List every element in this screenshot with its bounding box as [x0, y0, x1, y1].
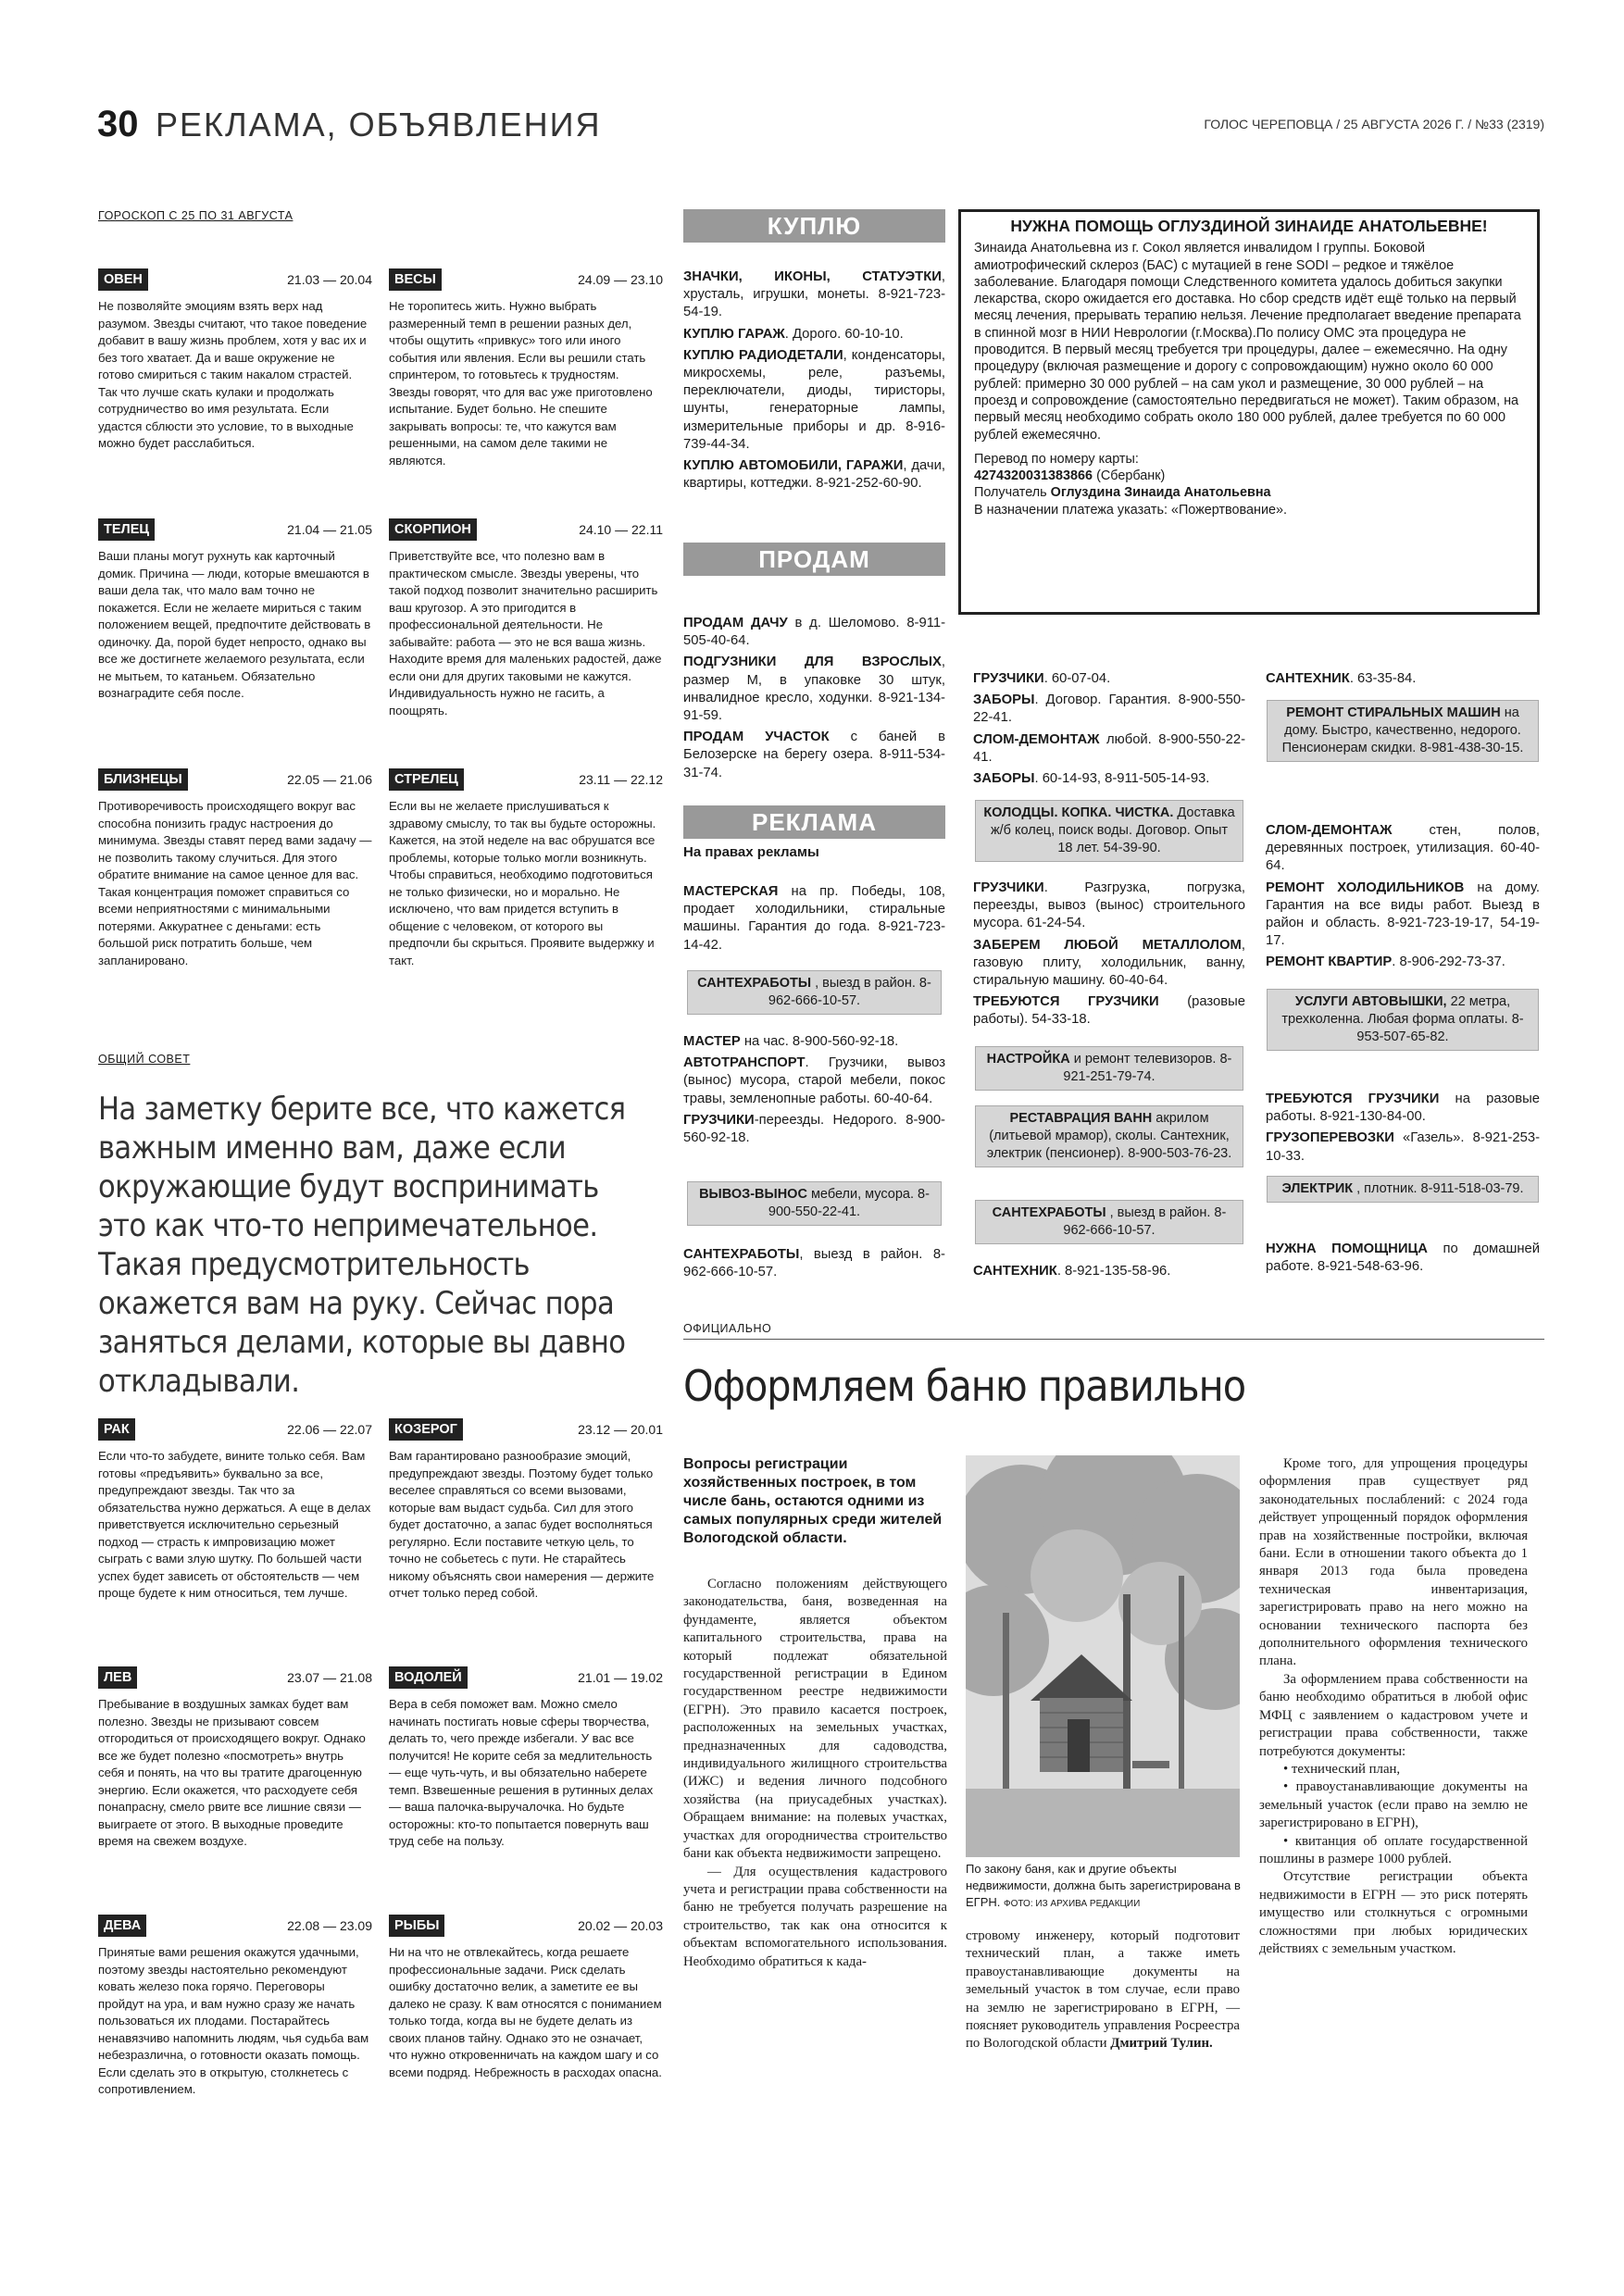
sign-name: РАК [98, 1418, 135, 1441]
ads-col2-b [973, 880, 1245, 1033]
ad-text: . Разгрузка, погрузка, переезды, вывоз (вынос) строительного мусора. 61-24-54. [973, 880, 1245, 931]
ads-col3-d [1266, 1241, 1540, 1279]
ad-heading: ГРУЗОПЕРЕВОЗКИ [1266, 1130, 1394, 1146]
sign-text: Противоречивость происходящего вокруг вас способна понизить градус настроения до минимума. Звезды ставят перед вами задачу — не позволить такому случиться. Для этого обратите внимание на самое ценное для вас. Такая концентрация поможет справиться со всеми неприятностями с минимальными потерями. Аккуратнее с деньгами: есть большой риск потратить больше, чем запланировано. [98, 799, 372, 967]
article-paragraph: стровому инженеру, который подготовит технический план, а также иметь правоустанавливающие документы на земельный участок в том случае, если право на землю не зарегистрировано в ЕГРН, — поясняет руководитель управления Росреестра по Вологодской области [966, 1928, 1240, 2052]
classified-ad [973, 937, 1245, 991]
page-number: 30 [97, 104, 139, 144]
article-paragraph: — Для осуществления кадастрового учета и регистрации права собственности на баню не требуется получать разрешение на строительство, так как она относится к объектам вспомогательного использования. Необходимо обратиться к када- [683, 1864, 947, 1969]
ad-heading: КОЛОДЦЫ. КОПКА. ЧИСТКА. [983, 805, 1174, 820]
article-bullets [1259, 1761, 1528, 1868]
notice-card-intro: Перевод по номеру карты: [974, 451, 1139, 467]
notice-purpose: В назначении платежа указать: «Пожертвование». [974, 502, 1287, 518]
article-paragraph: Кроме того, для упрощения процедуры оформления прав существует ряд законодательных послаблений: с 2024 года действует упрощенный порядок оформления прав на хозяйственные постройки, включая бани. Если в отношении такого объекта до 1 января 2013 года была проведена техническая инвентаризация, зарегистрировать право на него можно на основании технического паспорта без дополнительного оформления технического плана. [1259, 1456, 1528, 1669]
sign-dates: 22.06 — 22.07 [287, 1421, 372, 1437]
ad-heading: САНТЕХНИК [973, 1264, 1057, 1279]
ad-heading: САНТЕХРАБОТЫ [683, 1247, 800, 1262]
bullet-item: • квитанция об оплате государственной пошлины в размере 1000 рублей. [1259, 1833, 1528, 1866]
caption-text: По закону баня, как и другие объекты недвижимости, должна быть зарегистрирована в ЕГРН. [966, 1862, 1241, 1909]
classified-ad [973, 692, 1245, 727]
ad-text: стен, полов, деревянных построек, утилизация. 60-40-64. [1266, 823, 1540, 874]
prodam-list [683, 615, 945, 786]
sign-text: Вам гарантировано разнообразие эмоций, предупреждают звезды. Поэтому будет только веселее справляться со всеми вызовами, которые вам выдаст судьба. Сил для этого будет достаточно, а запас будет восполняться регулярно. Если поставите четкую цель, то точно не собьетесь с пути. Не старайтесь никому объяснять свои намерения — держите отчет только перед собой. [389, 1449, 655, 1600]
ad-heading: ПОДГУЗНИКИ ДЛЯ ВЗРОСЛЫХ [683, 655, 942, 670]
sign-text: Пребывание в воздушных замках будет вам полезно. Звезды не призывают совсем отгородиться от происходящего вокруг. Однако все же будет полезно «посмотреть» внутрь себя и понять, на что вы тратите драгоценную энергию. Если окажется, что расходуете себя понапрасну, смело рвите все лишние связи — выиграете от этого. В выходные проведите время на свежем воздухе. [98, 1697, 366, 1848]
ad-heading: САНТЕХРАБОТЫ [992, 1205, 1106, 1220]
sign-name: ДЕВА [98, 1915, 146, 1937]
ad-text: . 60-07-04. [1043, 671, 1111, 686]
ad-box-nastroika [975, 1046, 1243, 1091]
reklama-subtitle: На правах рекламы [683, 844, 819, 860]
sign-text: Ваши планы могут рухнуть как карточный домик. Причина — люди, которые вмешаются в ваши дела так, что мало вам точно не покажется. Если не желаете мириться с таким положением вещей, предпочтите действовать в одиночку. Да, порой будет непросто, однако вы все же достигнете желаемого результата, если не мытьем, то катаньем. Обязательно вознаградите себя после. [98, 549, 371, 700]
ad-heading: САНТЕХНИК [1266, 671, 1350, 686]
ad-box-avtovyshka [1267, 989, 1539, 1051]
ad-heading: ВЫВОЗ-ВЫНОС [699, 1187, 807, 1202]
ad-heading: НАСТРОЙКА [986, 1052, 1070, 1067]
ads-col2-a [973, 670, 1245, 792]
sign-text: Приветствуйте все, что полезно вам в практическом смысле. Звезды уверены, что такой подход позволит значительно расширить ваш кругозор. А это пригодится в профессиональной деятельности. Не забывайте: работа — это не вся ваша жизнь. Находите время для маленьких радостей, даже если они для других таковыми не кажутся. Индивидуальность нужно не гасить, а поощрять. [389, 549, 662, 718]
classified-ad [973, 880, 1245, 933]
sign-dates: 21.03 — 20.04 [287, 271, 372, 287]
ad-text: , выезд в район. 8-962-666-10-57. [683, 1247, 945, 1280]
prodam-header: ПРОДАМ [683, 543, 945, 576]
ad-heading: АВТОТРАНСПОРТ [683, 1055, 806, 1071]
notice-card-number: 4274320031383866 [974, 468, 1093, 484]
ad-text: , хрусталь, игрушки, монеты. 8-921-723-54-19. [683, 269, 945, 320]
article-title: Оформляем баню правильно [683, 1361, 1246, 1411]
ad-heading: МАСТЕРСКАЯ [683, 884, 779, 899]
ad-text: , газовую плиту, холодильник, ванну, стиральную машину. 60-40-64. [973, 937, 1245, 989]
ad-text: в д. Шеломово. 8-911-505-40-64. [683, 616, 945, 649]
reklama-header: РЕКЛАМА [683, 805, 945, 839]
notice-body: Зинаида Анатольевна из г. Сокол является инвалидом I группы. Боковой амиотрофический склероз (БАС) с мутацией в гене SODI – редкое и тяжёлое заболевание. Благодаря помощи Следственного комитета удалось добиться закупки лекарства, скоро ожидается его доставка. Но сбор средств идёт ещё только на первый месяц лечения, прерывать терапию нельзя. Лечение предполагает введение препарата в спинной мозг в НИИ Неврологии (г.Москва).По полису ОМС эта процедура не проводится. В первый месяц требуется три процедуры, далее – ежемесячно. На одну процедуру (включая размещение и дорогу с сопровождающим) нужно около 60 000 рублей: примерно 30 000 рублей – на сам укол и размещение, 30 000 рублей – на проезд и сопровождение (самостоятельно передвигаться не может). Таким образом, на первый месяц необходимо собрать около 180 000 рублей, далее требуется по 60 000 рублей ежемесячно. [974, 241, 1521, 443]
ad-heading: МАСТЕР [683, 1034, 741, 1049]
sign-dates: 24.10 — 22.11 [579, 521, 663, 537]
ad-heading: РЕСТАВРАЦИЯ ВАНН [1009, 1111, 1153, 1126]
help-notice [958, 209, 1540, 615]
classified-ad [683, 326, 945, 343]
notice-recipient-line [974, 484, 1524, 501]
article-col3 [1259, 1455, 1528, 1958]
horoscope-ryby [389, 1915, 663, 2081]
classified-ad [1266, 1241, 1540, 1276]
bullet-text: правоустанавливающие документы на земельный участок (если право на землю не зарегистрировано в ЕГРН), [1259, 1779, 1528, 1831]
sign-dates: 23.11 — 22.12 [579, 771, 663, 787]
section-divider [683, 1339, 1544, 1340]
ad-text: . 8-921-135-58-96. [1056, 1264, 1171, 1279]
notice-card-bank: (Сбербанк) [1096, 468, 1166, 484]
ad-heading: САНТЕХРАБОТЫ [697, 976, 812, 991]
ad-text: на час. 8-900-560-92-18. [740, 1034, 899, 1049]
ads-col2-c [973, 1263, 1245, 1284]
sign-name: ВЕСЫ [389, 268, 442, 291]
ad-text: мебели, мусора. 8-900-550-22-41. [768, 1187, 930, 1219]
ad-heading: ТРЕБУЮТСЯ ГРУЗЧИКИ [973, 994, 1159, 1010]
horoscope-kozerog [389, 1418, 663, 1603]
ad-text: , выезд в район. 8-962-666-10-57. [768, 976, 931, 1008]
ad-box-santehraboty [687, 970, 942, 1015]
classified-ad [973, 670, 1245, 688]
classified-ad [683, 883, 945, 955]
sign-name: СТРЕЛЕЦ [389, 768, 464, 791]
horoscope-skorpion [389, 518, 663, 719]
ad-text: Доставка ж/б колец, поиск воды. Договор. Опыт 18 лет. 54-39-90. [990, 805, 1235, 855]
sign-dates: 22.08 — 23.09 [287, 1917, 372, 1933]
section-title: РЕКЛАМА, ОБЪЯВЛЕНИЯ [156, 106, 602, 144]
sign-dates: 20.02 — 20.03 [578, 1917, 663, 1933]
ads-col1-b [683, 1033, 945, 1151]
kuplyu-header: КУПЛЮ [683, 209, 945, 243]
ad-text: . Дорого. 60-10-10. [784, 326, 904, 342]
ads-col1-c [683, 1246, 945, 1285]
ad-heading: КУПЛЮ ГАРАЖ [683, 326, 785, 342]
ad-heading: РЕМОНТ КВАРТИР [1266, 955, 1393, 970]
classified-ad [1266, 822, 1540, 876]
sign-name: СКОРПИОН [389, 518, 477, 541]
ad-text: 22 метра, трехколенна. Любая форма оплаты. 8-953-507-65-82. [1281, 994, 1524, 1044]
classified-ad [683, 1054, 945, 1108]
sign-text: Если что-то забудете, вините только себя. Вам готовы «предъявить» буквально за все, предупреждают звезды. Так что за обязательства нужно держаться. А еще в делах приветствуется исключительно серьезный подход — страсть к импровизацию может сыграть с вами злую шутку. По большей части успех будет зависеть от обстоятельств — чем проще будете к ним относиться, тем лучше. [98, 1449, 371, 1600]
ad-heading: ЗНАЧКИ, ИКОНЫ, СТАТУЭТКИ [683, 269, 942, 284]
article-paragraph: Согласно положениям действующего законодательства, баня, возведенная на фундаменте, является объектом капитального строительства, права на который подлежат обязательной государственной регистрации в Едином государственном реестре недвижимости (ЕГРН). Это правило касается построек, расположенных на земельных участках, предназначенных для садоводства, индивидуального жилищного строительства (ИЖС) и ведения личного подсобного хозяйства (на приусадебных участках). Обращаем внимание: на полевых участках, участках для огородничества строительство бани как объекта недвижимости запрещено. [683, 1577, 947, 1862]
ad-heading: ГРУЗЧИКИ [973, 671, 1044, 686]
notice-recipient: Оглуздина Зинаида Анатольевна [1050, 485, 1271, 501]
ad-heading: УСЛУГИ АВТОВЫШКИ, [1294, 994, 1447, 1009]
sign-dates: 23.12 — 20.01 [578, 1421, 663, 1437]
sign-text: Не позволяйте эмоциям взять верх над разумом. Звезды считают, что такое поведение добавит в вашу жизнь проблем, хотя у вас их и без того хватает. Да и ваше окружение не готово смириться с таким накалом страстей. Так что лучше скать кулаки и продолжать сотрудничество во имя результата. Если удастся сблюсти это условие, то в выходные можно будет расслабиться. [98, 299, 368, 450]
sign-text: Не торопитесь жить. Нужно выбрать размеренный темп в решении разных дел, чтобы ощутить «привкус» того или иного события или явления. Если вы решили стать спринтером, то готовьтесь к трудностям. Звезды говорят, что для вас уже приготовлено испытание. Будет больно. Не спешите закрывать вопросы: те, что кажутся вам решенными, на самом деле такими не являются. [389, 299, 653, 468]
ad-text: . 60-14-93, 8-911-505-14-93. [1034, 771, 1210, 787]
ads-col1-a [683, 883, 945, 958]
ad-box-vyvoz [687, 1181, 942, 1226]
ad-text: , конденсаторы, микросхемы, реле, разъемы, переключатели, диоды, тиристоры, шунты, генераторные лампы, измерительные приборы и др. 8-916-739-44-34. [683, 347, 945, 452]
sign-name: ТЕЛЕЦ [98, 518, 155, 541]
sign-dates: 21.04 — 21.05 [287, 521, 372, 537]
classified-ad [973, 731, 1245, 767]
ad-text: . 63-35-84. [1349, 671, 1417, 686]
ads-col3-a [1266, 670, 1540, 692]
ads-col3-b [1266, 822, 1540, 976]
sign-name: БЛИЗНЕЦЫ [98, 768, 188, 791]
advice-label: ОБЩИЙ СОВЕТ [98, 1053, 191, 1066]
ad-text: любой. 8-900-550-22-41. [973, 731, 1245, 765]
ad-box-restavraciya [975, 1105, 1243, 1167]
sign-dates: 24.09 — 23.10 [578, 271, 663, 287]
horoscope-telec [98, 518, 372, 703]
ad-text: на разовые работы. 8-921-130-84-00. [1266, 1092, 1540, 1125]
ad-text: . Грузчики, вывоз (вынос) мусора, старой мебели, покос травы, земленопные работы. 60-40-64. [683, 1055, 945, 1106]
ad-heading: ТРЕБУЮТСЯ ГРУЗЧИКИ [1266, 1092, 1440, 1106]
classified-ad [683, 615, 945, 650]
article-col1 [683, 1576, 947, 1971]
ad-heading: СЛОМ-ДЕМОНТАЖ [973, 731, 1100, 747]
ad-heading: СЛОМ-ДЕМОНТАЖ [1266, 823, 1393, 838]
classified-ad [973, 770, 1245, 788]
classified-ad [683, 729, 945, 782]
photo-credit: ФОТО: ИЗ АРХИВА РЕДАКЦИИ [1004, 1899, 1141, 1909]
article-section: ОФИЦИАЛЬНО [683, 1322, 772, 1335]
ad-text: , плотник. 8-911-518-03-79. [1353, 1181, 1524, 1196]
bullet-text: квитанция об оплате государственной пошлины в размере 1000 рублей. [1259, 1833, 1528, 1866]
article-author: Дмитрий Тулин. [1110, 2036, 1213, 2052]
classified-ad [1266, 1129, 1540, 1165]
bullet-item: • правоустанавливающие документы на земельный участок (если право на землю не зарегистрировано в ЕГРН), [1259, 1779, 1528, 1831]
horoscope-bliznecy [98, 768, 372, 969]
ad-text: , размер М, в упаковке 30 штук, инвалидное кресло, ходунки. 8-921-134-91-59. [683, 655, 945, 724]
classified-ad [683, 1033, 945, 1051]
article-paragraph: За оформлением права собственности на баню необходимо обратиться в любой офис МФЦ с заявлением о кадастровом учете и регистрации права собственности, также потребуются документы: [1259, 1671, 1528, 1759]
bathhouse-image [966, 1455, 1240, 1857]
horoscope-rak [98, 1418, 372, 1603]
classified-ad [1266, 880, 1540, 951]
ad-box-santehraboty-2 [975, 1200, 1243, 1244]
ad-heading: НУЖНА ПОМОЩНИЦА [1266, 1242, 1428, 1256]
ad-box-elektrik [1267, 1176, 1539, 1203]
sign-name: ВОДОЛЕЙ [389, 1666, 468, 1689]
horoscope-strelec [389, 768, 663, 969]
ad-heading: ЗАБЕРЕМ ЛЮБОЙ МЕТАЛЛОЛОМ [973, 937, 1242, 953]
ad-text: . Договор. Гарантия. 8-900-550-22-41. [973, 693, 1245, 726]
sign-text: Если вы не желаете прислушиваться к здравому смыслу, то так вы будьте осторожны. Кажется, на этой неделе на вас обрушатся все проблемы, которые только могли возникнуть. Чтобы справиться, необходимо подготовиться не только физически, но и морально. Не исключено, что вам придется вступить в общение с человеком, от которого вы предпочли бы скрыться. Проявите выдержку и такт. [389, 799, 656, 967]
ad-text: . 8-906-292-73-37. [1392, 955, 1505, 970]
classified-ad [683, 457, 945, 493]
classified-ad [973, 993, 1245, 1029]
article-col2 [966, 1928, 1240, 2053]
horoscope-vesy [389, 268, 663, 469]
horoscope-oven [98, 268, 372, 453]
bathhouse-photo [966, 1455, 1240, 1857]
classified-ad [683, 347, 945, 454]
sign-name: КОЗЕРОГ [389, 1418, 463, 1441]
sign-text: Ни на что не отвлекайтесь, когда решаете профессиональные задачи. Риск сделать ошибку достаточно велик, а заметите ее вы далеко не сразу. К вам относятся с пониманием только тогда, когда вы не будете делать из своих планов тайну. Однако это не означает, что нужно откровенничать на каждом шагу и со всеми подряд. Небрежность в расходах опасна. [389, 1945, 662, 2079]
ad-text: «Газель». 8-921-253-10-33. [1266, 1130, 1540, 1164]
bullet-item: • технический план, [1283, 1761, 1401, 1777]
paper-info: ГОЛОС ЧЕРЕПОВЦА / 25 АВГУСТА 2026 Г. / №33 (2319) [1204, 117, 1544, 131]
sign-text: Вера в себя поможет вам. Можно смело начинать постигать новые сферы творчества, делать то, чего прежде избегали. У вас все получится! Не корите себя за медлительность — еще чуть-чуть, и вы обязательно наберете темп. Взвешенные решения в рутинных делах — ваша палочка-выручалочка. Но будьте осторожны: кто-то попытается повернуть ваш труд себе на пользу. [389, 1697, 654, 1848]
sign-text: Принятые вами решения окажутся удачными, поэтому звезды настоятельно рекомендуют ковать железо пока горячо. Переговоры пройдут на ура, и вам нужно сразу же начать пользоваться их плодами. Постарайтесь ненавязчиво напомнить людям, чья судьба вам небезразлична, о готовности оказать помощь. Если сделать это в открытую, столкнетесь с сопротивлением. [98, 1945, 369, 2096]
horoscope-lev [98, 1666, 372, 1851]
notice-card-line [974, 468, 1524, 484]
advice-text: На заметку берите все, что кажется важным именно вам, даже если окружающие будут воспринимать это как что-то непримечательное. Такая предусмотрительность окажется вам на руку. Сейчас пора заняться делами, которые вы давно откладывали. [98, 1091, 626, 1400]
ad-text: на пр. Победы, 108, продает холодильники, стиральные машины. Гарантия до года. 8-921-723-14-42. [683, 884, 945, 953]
ad-heading: РЕМОНТ СТИРАЛЬНЫХ МАШИН [1286, 705, 1501, 720]
kuplyu-list [683, 268, 945, 496]
ad-text: на дому. Быстро, качественно, недорого. Пенсионерам скидки. 8-981-438-30-15. [1281, 705, 1524, 755]
ad-text: с баней в Белозерске на берегу озера. 8-911-534-31-74. [683, 730, 945, 780]
classified-ad [683, 268, 945, 322]
ads-col3-c [1266, 1091, 1540, 1169]
ad-box-stiralnye [1267, 700, 1539, 762]
ad-heading: РЕМОНТ ХОЛОДИЛЬНИКОВ [1266, 880, 1465, 895]
ad-heading: ЭЛЕКТРИК [1281, 1181, 1354, 1196]
sign-dates: 23.07 — 21.08 [287, 1669, 372, 1685]
article-col2-text [966, 1928, 1240, 2053]
horoscope-deva [98, 1915, 372, 2099]
classified-ad [973, 1263, 1245, 1280]
classified-ad [1266, 954, 1540, 971]
article-paragraph: Отсутствие регистрации объекта недвижимости в ЕГРН — это риск потерять имущество или столкнуться с огромными сложностями при любых юридических действиях с земельным участком. [1259, 1869, 1528, 1956]
ad-heading: ГРУЗЧИКИ [973, 880, 1044, 895]
ad-heading: КУПЛЮ АВТОМОБИЛИ, ГАРАЖИ [683, 458, 904, 474]
ad-text: , дачи, квартиры, коттеджи. 8-921-252-60-90. [683, 458, 945, 492]
ad-text: , выезд в район. 8-962-666-10-57. [1063, 1205, 1227, 1238]
article-lead: Вопросы регистрации хозяйственных построек, в том числе бань, остаются одними из самых популярных среди жителей Вологодской области. [683, 1456, 943, 1546]
photo-caption [966, 1861, 1243, 1913]
ad-heading: ПРОДАМ ДАЧУ [683, 616, 788, 630]
ad-heading: ГРУЗЧИКИ [683, 1112, 755, 1128]
ad-heading: ЗАБОРЫ [973, 693, 1035, 708]
horoscope-vodolei [389, 1666, 663, 1851]
ad-heading: КУПЛЮ РАДИОДЕТАЛИ [683, 347, 843, 363]
classified-ad [683, 654, 945, 725]
classified-ad [1266, 670, 1540, 688]
ad-heading: ПРОДАМ УЧАСТОК [683, 730, 830, 745]
sign-name: ЛЕВ [98, 1666, 137, 1689]
sign-name: ОВЕН [98, 268, 148, 291]
bullet-text: технический план, [1291, 1761, 1401, 1777]
classified-ad [1266, 1091, 1540, 1126]
ad-box-kolodcy [975, 800, 1243, 862]
horoscope-title: ГОРОСКОП С 25 ПО 31 АВГУСТА [98, 209, 294, 222]
ad-text: и ремонт телевизоров. 8-921-251-79-74. [1063, 1052, 1232, 1084]
ad-text: -переезды. Недорого. 8-900-560-92-18. [683, 1112, 945, 1146]
ad-text: (разовые работы). 54-33-18. [973, 994, 1245, 1028]
ad-text: по домашней работе. 8-921-548-63-96. [1266, 1242, 1540, 1275]
sign-dates: 21.01 — 19.02 [578, 1669, 663, 1685]
notice-recipient-label: Получатель [974, 485, 1047, 501]
classified-ad [683, 1112, 945, 1147]
ad-text: на дому. Гарантия на все виды работ. Выезд в район и область. 8-921-723-19-17, 54-19-17. [1266, 880, 1540, 949]
ad-text: акрилом (литьевой мрамор), сколы. Сантехник, электрик (пенсионер). 8-900-503-76-23. [986, 1111, 1232, 1161]
notice-title: НУЖНА ПОМОЩЬ ОГЛУЗДИНОЙ ЗИНАИДЕ АНАТОЛЬЕВНЕ! [1010, 217, 1488, 235]
sign-name: РЫБЫ [389, 1915, 444, 1937]
classified-ad [683, 1246, 945, 1281]
ad-heading: ЗАБОРЫ [973, 771, 1035, 787]
sign-dates: 22.05 — 21.06 [287, 771, 372, 787]
